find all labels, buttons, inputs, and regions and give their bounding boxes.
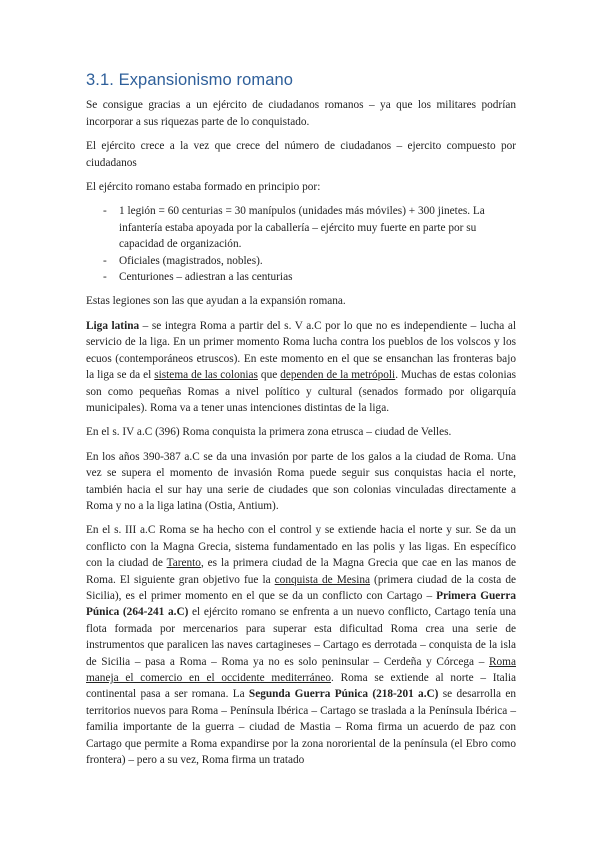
text-run: – se integra Roma a partir del s. V a.C por lo que no es independiente – lucha al servicio de la liga. En un primer momento Roma lucha contra los pueblos de los volscos y los ecuos (contemporáneos etruscos). En este momento en el que se ensanchan las fronteras bajo la liga se da el bbox=[86, 319, 516, 382]
text-run: . Roma se extiende al norte – Italia continental pasa a ser romana. La bbox=[86, 672, 516, 701]
text-run: En el s. III a.C Roma se ha hecho con el control y se extiende hacia el norte y sur. Se da un conflicto con la Magna Grecia, sistema fundamentado en las polis y las ligas. En específico con la ciudad de bbox=[86, 524, 516, 570]
paragraph-guerras-punicas bbox=[86, 522, 516, 768]
text-run: que bbox=[257, 369, 281, 382]
list-item-text: 1 legión = 60 centurias = 30 manípulos (unidades más móviles) + 300 jinetes. La infantería estaba apoyada por la caballería – ejército muy fuerte en parte por su capacidad de organización. bbox=[119, 205, 485, 251]
text-run: se desarrolla en territorios nuevos para Roma – Península Ibérica – Cartago se traslada a la Península Ibérica – familia importante de la guerra – ciudad de Mastia – Roma firma un acuerdo de paz con Cartago que permite a Roma expandirse por la zona nororiental de la península (el Ebro como frontera) – pero a su vez, Roma firma un tratado bbox=[86, 688, 516, 767]
paragraph-liga-latina bbox=[86, 318, 516, 416]
underlined-phrase: conquista de Mesina bbox=[274, 573, 370, 586]
section-heading: 3.1. Expansionismo romano bbox=[86, 71, 294, 89]
list-item-text: Centuriones – adiestran a las centurias bbox=[119, 271, 293, 284]
paragraph-intro: Se consigue gracias a un ejército de ciudadanos romanos – ya que los militares podrían incorporar a sus riquezas parte de lo conquistado. bbox=[86, 99, 516, 128]
paragraph-galos: En los años 390-387 a.C se da una invasión por parte de los galos a la ciudad de Roma. Una vez se supera el momento de invasión Roma puede seguir sus conquistas hacia el norte, también hacia el sur hay una serie de ciudades que son colonias vinculadas directamente a Roma y no a la liga latina (Ostia, Antium). bbox=[86, 450, 516, 512]
underlined-phrase: Roma maneja el comercio en el occidente mediterráneo bbox=[86, 655, 516, 684]
term-primera-guerra-punica: Primera Guerra Púnica (264-241 a.C) bbox=[86, 589, 516, 619]
list-item-text: Oficiales (magistrados, nobles). bbox=[119, 254, 263, 267]
list-dash: - bbox=[103, 271, 107, 284]
list-item bbox=[86, 269, 516, 285]
underlined-phrase: sistema de las colonias bbox=[154, 369, 258, 382]
paragraph-velles: En el s. IV a.C (396) Roma conquista la primera zona etrusca – ciudad de Velles. bbox=[86, 426, 452, 439]
list-dash: - bbox=[103, 205, 107, 218]
paragraph-army-growth: El ejército crece a la vez que crece del número de ciudadanos – ejercito compuesto por ciudadanos bbox=[86, 140, 516, 169]
term-segunda-guerra-punica: Segunda Guerra Púnica (218-201 a.C) bbox=[248, 688, 439, 701]
list-item bbox=[86, 203, 516, 252]
text-run: (primera ciudad de la costa de Sicilia), es el primer momento en el que se da un conflicto con Cartago – bbox=[86, 573, 516, 602]
underlined-phrase: dependen de la metrópoli bbox=[280, 369, 396, 382]
list-dash: - bbox=[103, 254, 107, 267]
underlined-phrase: Tarento bbox=[166, 557, 201, 570]
page-content bbox=[86, 72, 516, 776]
text-run: el ejército romano se enfrenta a un nuevo conflicto, Cartago tenía una flota formada por mercenarios para superar esta dificultad Roma crea una serie de instrumentos que paralicen las naves cartagineses – Cartago es derrotada – conquista de la isla de Sicilia – pasa a Roma – Roma ya no es solo peninsular – Cerdeña y Córcega – bbox=[86, 606, 516, 668]
text-run: . Muchas de estas colonias son como pequeñas Romas a nivel político y cultural (senados formado por oligarquía municipales). Roma va a tener unas intenciones distintas de la liga. bbox=[86, 369, 516, 414]
paragraph-legions: Estas legiones son las que ayudan a la expansión romana. bbox=[86, 295, 346, 308]
list-item bbox=[86, 253, 516, 269]
term-liga-latina: Liga latina bbox=[86, 319, 140, 332]
paragraph-army-composition: El ejército romano estaba formado en principio por: bbox=[86, 181, 321, 194]
text-run: , es la primera ciudad de la Magna Grecia que cae en las manos de Roma. El siguiente gran objetivo fue la bbox=[86, 557, 516, 586]
army-list bbox=[86, 203, 516, 285]
